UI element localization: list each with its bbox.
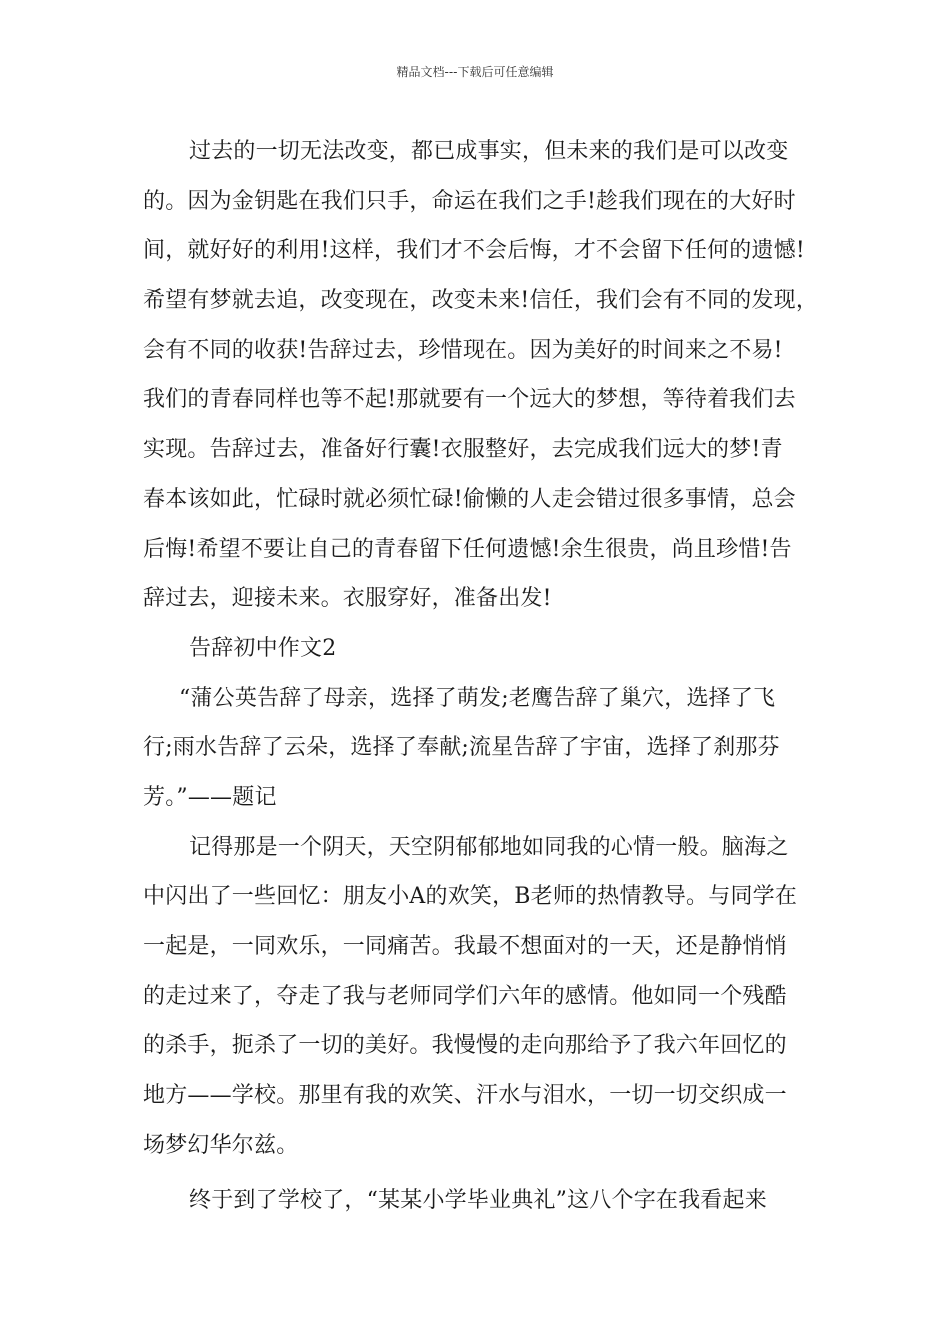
section-title-text: 告辞初中作文2 xyxy=(189,635,337,661)
text-line: 场梦幻华尔兹。 xyxy=(143,1132,299,1158)
text-line: 一起是，一同欢乐，一同痛苦。我最不想面对的一天，还是静悄悄 xyxy=(143,934,787,959)
text-line: 过去的一切无法改变，都已成事实，但未来的我们是可以改变 xyxy=(189,139,789,164)
paragraph xyxy=(143,823,808,1171)
text-line: 中闪出了一些回忆：朋友小A的欢笑，B老师的热情教导。与同学在 xyxy=(143,884,798,910)
text-line: 会有不同的收获!告辞过去，珍惜现在。因为美好的时间来之不易! xyxy=(143,337,783,363)
text-line: 的。因为金钥匙在我们只手，命运在我们之手!趁我们现在的大好时 xyxy=(143,188,796,214)
text-line: 终于到了学校了，“某某小学毕业典礼”这八个字在我看起来 xyxy=(189,1188,767,1214)
text-line: 春本该如此，忙碌时就必须忙碌!偷懒的人走会错过很多事情，总会 xyxy=(143,486,796,512)
text-line: 辞过去，迎接未来。衣服穿好，准备出发! xyxy=(143,586,552,612)
text-line: 地方——学校。那里有我的欢笑、汗水与泪水，一切一切交织成一 xyxy=(143,1083,787,1109)
text-line: 实现。告辞过去，准备好行囊!衣服整好，去完成我们远大的梦!青 xyxy=(143,437,783,463)
page-header: 精品文档---下载后可任意编辑 xyxy=(396,65,554,79)
text-line: 行;雨水告辞了云朵，选择了奉献;流星告辞了宇宙，选择了刹那芬 xyxy=(143,735,780,761)
epigraph xyxy=(143,674,808,823)
text-line: 后悔!希望不要让自己的青春留下任何遗憾!余生很贵，尚且珍惜!告 xyxy=(143,536,792,562)
paragraph xyxy=(143,1176,808,1226)
section-title xyxy=(143,624,808,674)
text-line: 记得那是一个阴天，天空阴郁郁地如同我的心情一般。脑海之 xyxy=(189,834,789,860)
text-line: 芳。”——题记 xyxy=(143,784,277,810)
paragraph xyxy=(143,127,819,624)
text-line: 的走过来了，夺走了我与老师同学们六年的感情。他如同一个残酷 xyxy=(143,983,787,1009)
text-line: 的杀手，扼杀了一切的美好。我慢慢的走向那给予了我六年回忆的 xyxy=(143,1033,787,1059)
text-line: “蒲公英告辞了母亲，选择了萌发;老鹰告辞了巢穴，选择了飞 xyxy=(179,685,776,711)
text-line: 希望有梦就去追，改变现在，改变未来!信任，我们会有不同的发现， xyxy=(143,288,819,314)
document-body xyxy=(143,127,819,1226)
text-line: 间，就好好的利用!这样，我们才不会后悔，才不会留下任何的遗憾! xyxy=(143,238,805,264)
text-line: 我们的青春同样也等不起!那就要有一个远大的梦想，等待着我们去 xyxy=(143,387,796,413)
